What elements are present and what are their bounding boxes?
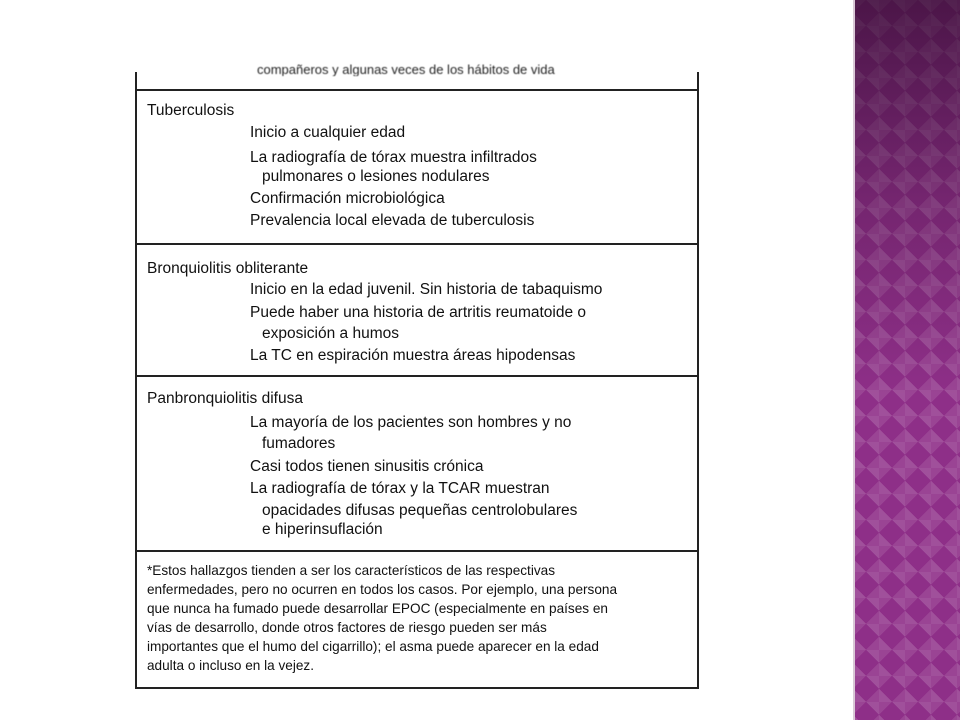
section-line: Inicio a cualquier edad	[250, 124, 406, 141]
section-bronquiolitis-obliterante	[137, 243, 697, 375]
section-heading: Tuberculosis	[147, 102, 235, 119]
section-heading: Panbronquiolitis difusa	[147, 390, 303, 407]
cut-off-top-text: compañeros y algunas veces de los hábitos de vida	[257, 64, 555, 76]
section-tuberculosis	[137, 89, 697, 243]
section-line: Inicio en la edad juvenil. Sin historia de tabaquismo	[250, 281, 603, 298]
section-line: La radiografía de tórax y la TCAR muestran	[250, 480, 550, 497]
section-line: pulmonares o lesiones nodulares	[262, 168, 490, 185]
section-heading: Bronquiolitis obliterante	[147, 260, 309, 277]
section-line: La radiografía de tórax muestra infiltrados	[250, 149, 537, 166]
section-line: e hiperinsuflación	[262, 521, 383, 538]
footnote-line: *Estos hallazgos tienden a ser los característicos de las respectivas	[147, 563, 556, 578]
footnote-line: enfermedades, pero no ocurren en todos los casos. Por ejemplo, una persona	[147, 582, 618, 597]
footnote-line: importantes que el humo del cigarrillo); el asma puede aparecer en la edad	[147, 639, 599, 654]
diagnosis-table	[135, 64, 699, 689]
section-panbronquiolitis-difusa	[137, 375, 697, 550]
section-line: Puede haber una historia de artritis reumatoide o	[250, 304, 587, 321]
decorative-side-panel	[853, 0, 960, 720]
section-line: La TC en espiración muestra áreas hipodensas	[250, 347, 576, 364]
section-line: fumadores	[262, 435, 336, 452]
footnote-line: adulta o incluso en la vejez.	[147, 658, 315, 673]
section-line: exposición a humos	[262, 325, 399, 342]
footnote-line: vías de desarrollo, donde otros factores de riesgo pueden ser más	[147, 620, 547, 635]
footnote-section	[137, 550, 697, 687]
side-panel-edge	[853, 0, 855, 720]
section-line: Prevalencia local elevada de tuberculosis	[250, 212, 535, 229]
footnote-line: que nunca ha fumado puede desarrollar EPOC (especialmente en países en	[147, 601, 608, 616]
section-line: Confirmación microbiológica	[250, 190, 445, 207]
section-line: opacidades difusas pequeñas centrolobulares	[262, 502, 578, 519]
section-line: Casi todos tienen sinusitis crónica	[250, 458, 484, 475]
section-line: La mayoría de los pacientes son hombres y no	[250, 414, 572, 431]
